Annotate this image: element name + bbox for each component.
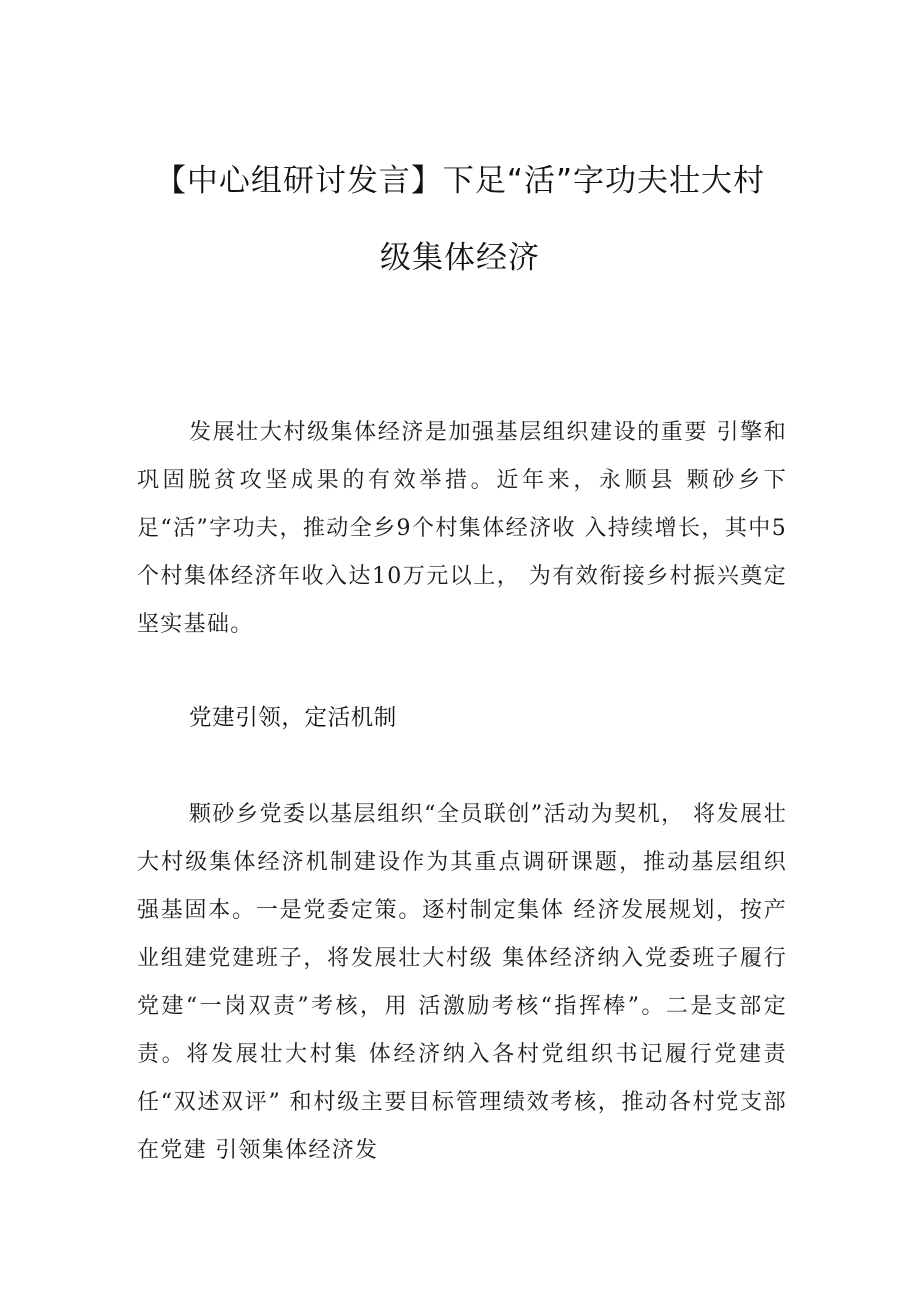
- document-title-line-1: 【中心组研讨发言】下足“活”字功夫壮大村: [154, 163, 766, 199]
- document-title-line-2: 级集体经济: [380, 240, 540, 276]
- intro-paragraph: 发展壮大村级集体经济是加强基层组织建设的重要 引擎和巩固脱贫攻坚成果的有效举措。近年来，永顺县 颗砂乡下足“活”字功夫，推动全乡9个村集体经济收 入持续增长，其中5个村集体经济年收入达10万元以上， 为有效衔接乡村振兴奠定坚实基础。: [137, 420, 787, 637]
- section-heading: 党建引领，定活机制: [189, 705, 397, 731]
- body-paragraph: 颗砂乡党委以基层组织“全员联创”活动为契机， 将发展壮大村级集体经济机制建设作为其重点调研课题，推动基层组织强基固本。一是党委定策。逐村制定集体 经济发展规划，按产业组建党建班子，将发展壮大村级 集体经济纳入党委班子履行党建“一岗双责”考核，用 活激励考核“指挥棒”。二是支部定责。将发展壮大村集 体经济纳入各村党组织书记履行党建责任“双述双评” 和村级主要目标管理绩效考核，推动各村党支部在党建 引领集体经济发: [137, 802, 787, 1163]
